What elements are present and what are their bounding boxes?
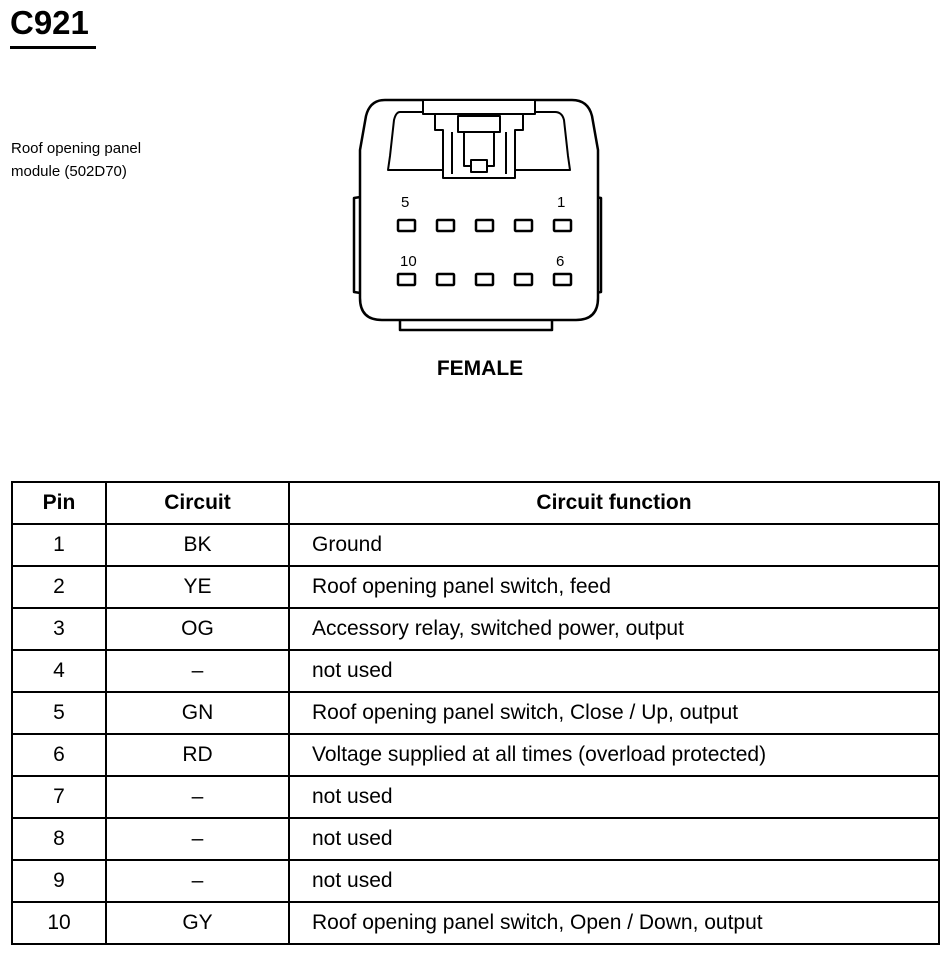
circuit-cell: –	[106, 776, 289, 818]
connector-gender-label: FEMALE	[436, 357, 524, 380]
function-cell: Accessory relay, switched power, output	[289, 608, 939, 650]
pin-cell: 4	[12, 650, 106, 692]
function-cell: Ground	[289, 524, 939, 566]
table-row	[12, 734, 939, 776]
circuit-cell: –	[106, 818, 289, 860]
latch-slot	[471, 160, 487, 172]
table-row	[12, 524, 939, 566]
table-row	[12, 776, 939, 818]
header-circuit: Circuit	[106, 482, 289, 524]
pin-cell: 1	[12, 524, 106, 566]
table-row	[12, 608, 939, 650]
circuit-cell: GN	[106, 692, 289, 734]
pin-cell: 5	[12, 692, 106, 734]
pin-label-1: 1	[557, 194, 566, 211]
pin-table	[11, 481, 940, 945]
circuit-cell: –	[106, 860, 289, 902]
pin-cavity	[476, 274, 493, 285]
table-row	[12, 566, 939, 608]
module-label-line-2: module (502D70)	[11, 163, 127, 180]
pin-cavity	[515, 274, 532, 285]
pin-cavity	[398, 220, 415, 231]
pin-cavity	[437, 220, 454, 231]
module-label-line-1: Roof opening panel	[11, 140, 142, 157]
pin-label-5: 5	[401, 194, 410, 211]
table-row	[12, 902, 939, 944]
pin-cell: 6	[12, 734, 106, 776]
table-row	[12, 650, 939, 692]
function-cell: not used	[289, 860, 939, 902]
connector-title: C921	[10, 4, 89, 41]
pin-cavity	[437, 274, 454, 285]
function-cell: not used	[289, 818, 939, 860]
pin-label-6: 6	[556, 253, 565, 270]
header-circuit-function: Circuit function	[289, 482, 939, 524]
connector-face-diagram	[340, 90, 610, 340]
pin-cell: 8	[12, 818, 106, 860]
pin-cavity	[554, 274, 571, 285]
pin-cell: 9	[12, 860, 106, 902]
latch-crossbar	[458, 116, 500, 132]
circuit-cell: GY	[106, 902, 289, 944]
table-row	[12, 818, 939, 860]
pin-cavity	[398, 274, 415, 285]
pin-cavity	[554, 220, 571, 231]
pin-cell: 3	[12, 608, 106, 650]
function-cell: Roof opening panel switch, Open / Down, output	[289, 902, 939, 944]
table-row	[12, 692, 939, 734]
function-cell: not used	[289, 650, 939, 692]
title-underline	[10, 46, 96, 49]
pin-cell: 2	[12, 566, 106, 608]
latch-top-bar	[423, 100, 535, 114]
pin-cavity	[515, 220, 532, 231]
function-cell: Roof opening panel switch, feed	[289, 566, 939, 608]
circuit-cell: YE	[106, 566, 289, 608]
table-row	[12, 860, 939, 902]
circuit-cell: –	[106, 650, 289, 692]
function-cell: not used	[289, 776, 939, 818]
pin-cell: 7	[12, 776, 106, 818]
module-label	[11, 137, 211, 183]
pin-cell: 10	[12, 902, 106, 944]
pin-label-10: 10	[400, 253, 417, 270]
table-header-row	[12, 482, 939, 524]
circuit-cell: BK	[106, 524, 289, 566]
circuit-cell: RD	[106, 734, 289, 776]
function-cell: Voltage supplied at all times (overload protected)	[289, 734, 939, 776]
header-pin: Pin	[12, 482, 106, 524]
circuit-cell: OG	[106, 608, 289, 650]
pin-cavity	[476, 220, 493, 231]
function-cell: Roof opening panel switch, Close / Up, output	[289, 692, 939, 734]
